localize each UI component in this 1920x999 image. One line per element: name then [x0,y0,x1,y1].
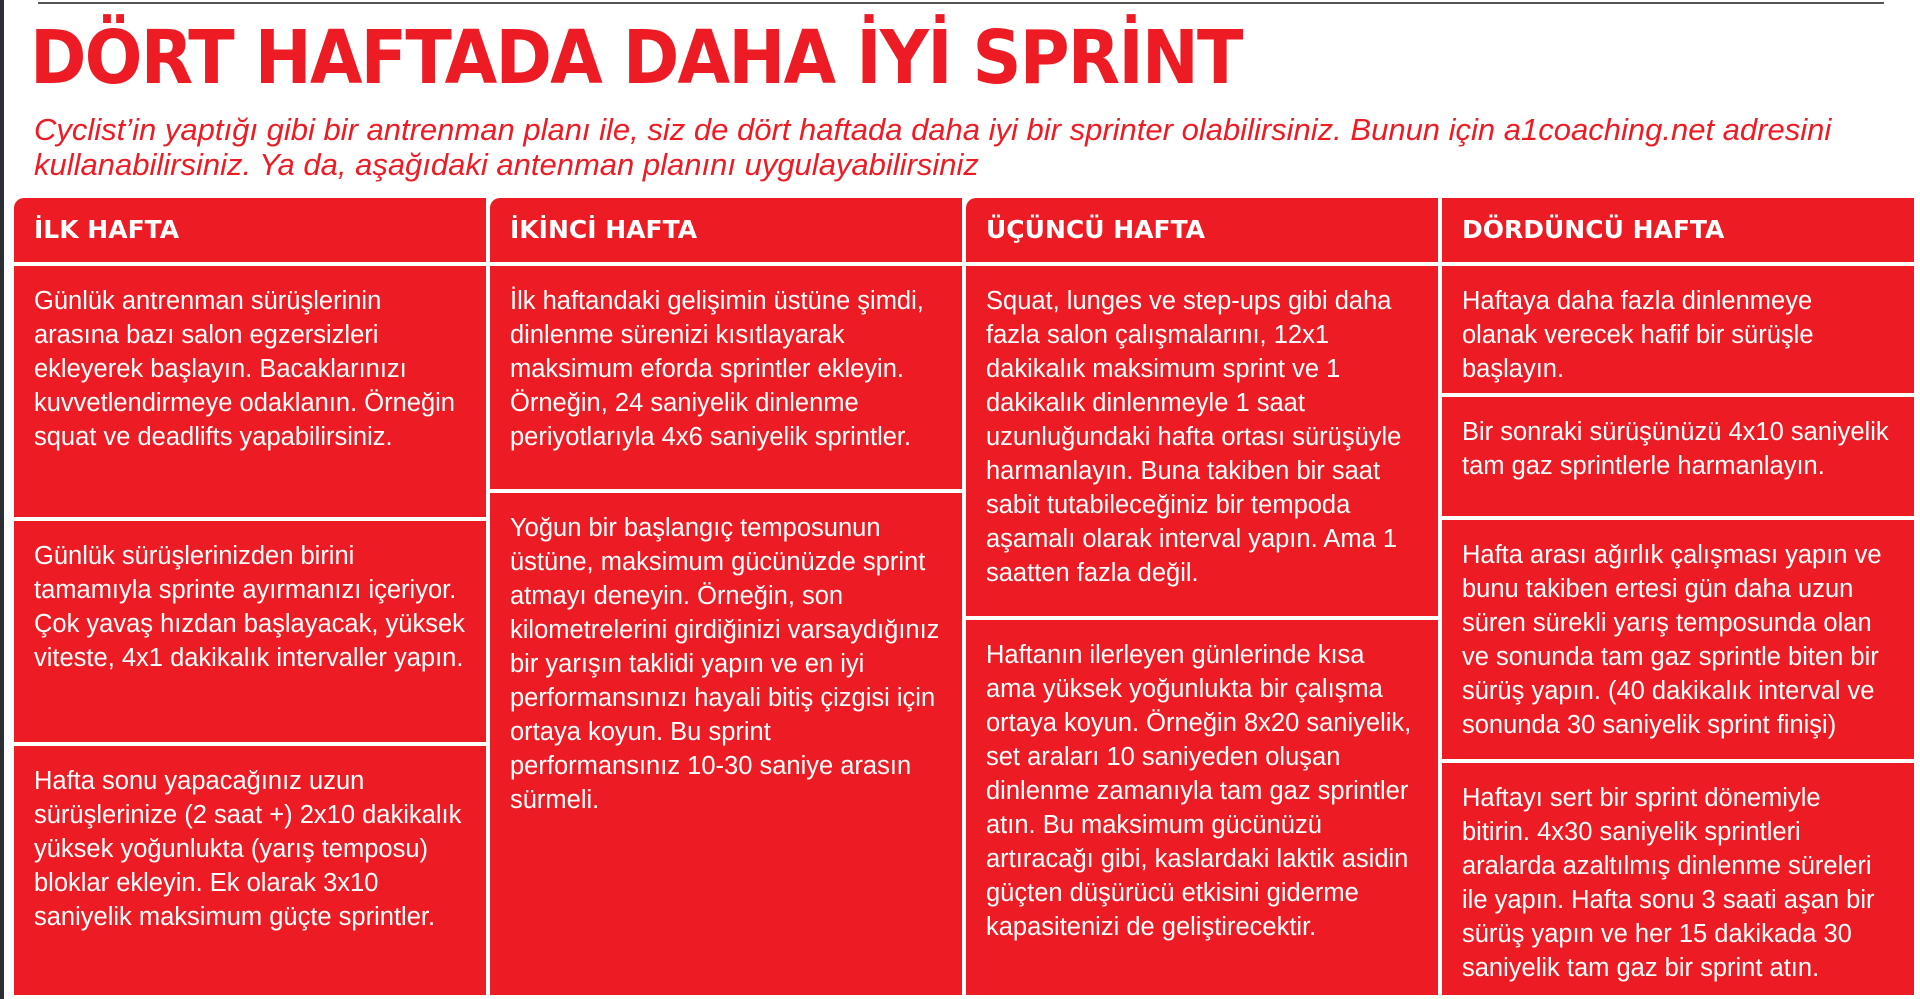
week-header: ÜÇÜNCÜ HAFTA [966,198,1438,262]
plan-block: Hafta sonu yapacağınız uzun sürüşlerinize (2 saat +) 2x10 dakikalık yüksek yoğunlukta (yarış temposu) bloklar ekleyin. Ek olarak 3x10 saniyelik maksimum güçte sprintler. [14,746,486,995]
plan-block: Haftayı sert bir sprint dönemiyle bitirin. 4x30 saniyelik sprintleri aralarda azaltılmış dinlenme süreleri ile yapın. Hafta sonu 3 saati aşan bir sürüş yapın ve her 15 dakikada 30 saniyelik tam gaz bir sprint atın. [1442,763,1914,995]
plan-block: Günlük sürüşlerinizden birini tamamıyla sprinte ayırmanızı içeriyor. Çok yavaş hızdan başlayacak, yüksek viteste, 4x1 dakikalık intervaller yapın. [14,521,486,742]
plan-block: İlk haftandaki gelişimin üstüne şimdi, dinlenme sürenizi kısıtlayarak maksimum eforda sprintler ekleyin. Örneğin, 24 saniyelik dinlenme periyotlarıyla 4x6 saniyelik sprintler. [490,266,962,489]
plan-block: Yoğun bir başlangıç temposunun üstüne, maksimum gücünüzde sprint atmayı deneyin. Örneğin, son kilometrelerini girdiğinizi varsaydığınız bir yarışın taklidi yapın ve en iyi performansınızı hayali bitiş çizgisi için ortaya koyun. Bu sprint performansınız 10-30 saniye arasın sürmeli. [490,493,962,995]
training-plan-table [14,198,1914,995]
plan-block: Squat, lunges ve step-ups gibi daha fazla salon çalışmalarını, 12x1 dakikalık maksimum sprint ve 1 dakikalık dinlenmeyle 1 saat uzunluğundaki hafta ortası sürüşüyle harmanlayın. Buna takiben bir saat sabit tutabileceğiniz bir tempoda aşamalı olarak interval yapın. Ama 1 saatten fazla değil. [966,266,1438,616]
plan-block: Hafta arası ağırlık çalışması yapın ve bunu takiben ertesi gün daha uzun süren sürekli yarış temposunda olan ve sonunda tam gaz sprintle biten bir sürüş yapın. (40 dakikalık interval ve sonunda 30 saniyelik sprint finişi) [1442,520,1914,759]
week-column-2 [490,198,962,995]
top-rule [38,2,1884,4]
week-header: İLK HAFTA [14,198,486,262]
week-column-4 [1442,198,1914,995]
left-edge-strip [0,0,4,999]
week-column-3 [966,198,1438,995]
page-subtitle: Cyclist’in yaptığı gibi bir antrenman planı ile, siz de dört haftada daha iyi bir sprinter olabilirsiniz. Bunun için a1coaching.net adresini kullanabilirsiniz. Ya da, aşağıdaki antenman planını uygulayabilirsiniz [34,112,1832,182]
plan-block: Haftaya daha fazla dinlenmeye olanak verecek hafif bir sürüşle başlayın. [1442,266,1914,393]
week-header: İKİNCİ HAFTA [490,198,962,262]
week-header: DÖRDÜNCÜ HAFTA [1442,198,1914,262]
page-title: DÖRT HAFTADA DAHA İYİ SPRİNT [30,15,1242,101]
plan-block: Günlük antrenman sürüşlerinin arasına bazı salon egzersizleri ekleyerek başlayın. Bacaklarınızı kuvvetlendirmeye odaklanın. Örneğin squat ve deadlifts yapabilirsiniz. [14,266,486,517]
week-column-1 [14,198,486,995]
plan-block: Bir sonraki sürüşünüzü 4x10 saniyelik tam gaz sprintlerle harmanlayın. [1442,397,1914,516]
plan-block: Haftanın ilerleyen günlerinde kısa ama yüksek yoğunlukta bir çalışma ortaya koyun. Örneğin 8x20 saniyelik, set araları 10 saniyeden oluşan dinlenme zamanıyla tam gaz sprintler atın. Bu maksimum gücünüzü artıracağı gibi, kaslardaki laktik asidin güçten düşürücü etkisini giderme kapasitenizi de geliştirecektir. [966,620,1438,995]
